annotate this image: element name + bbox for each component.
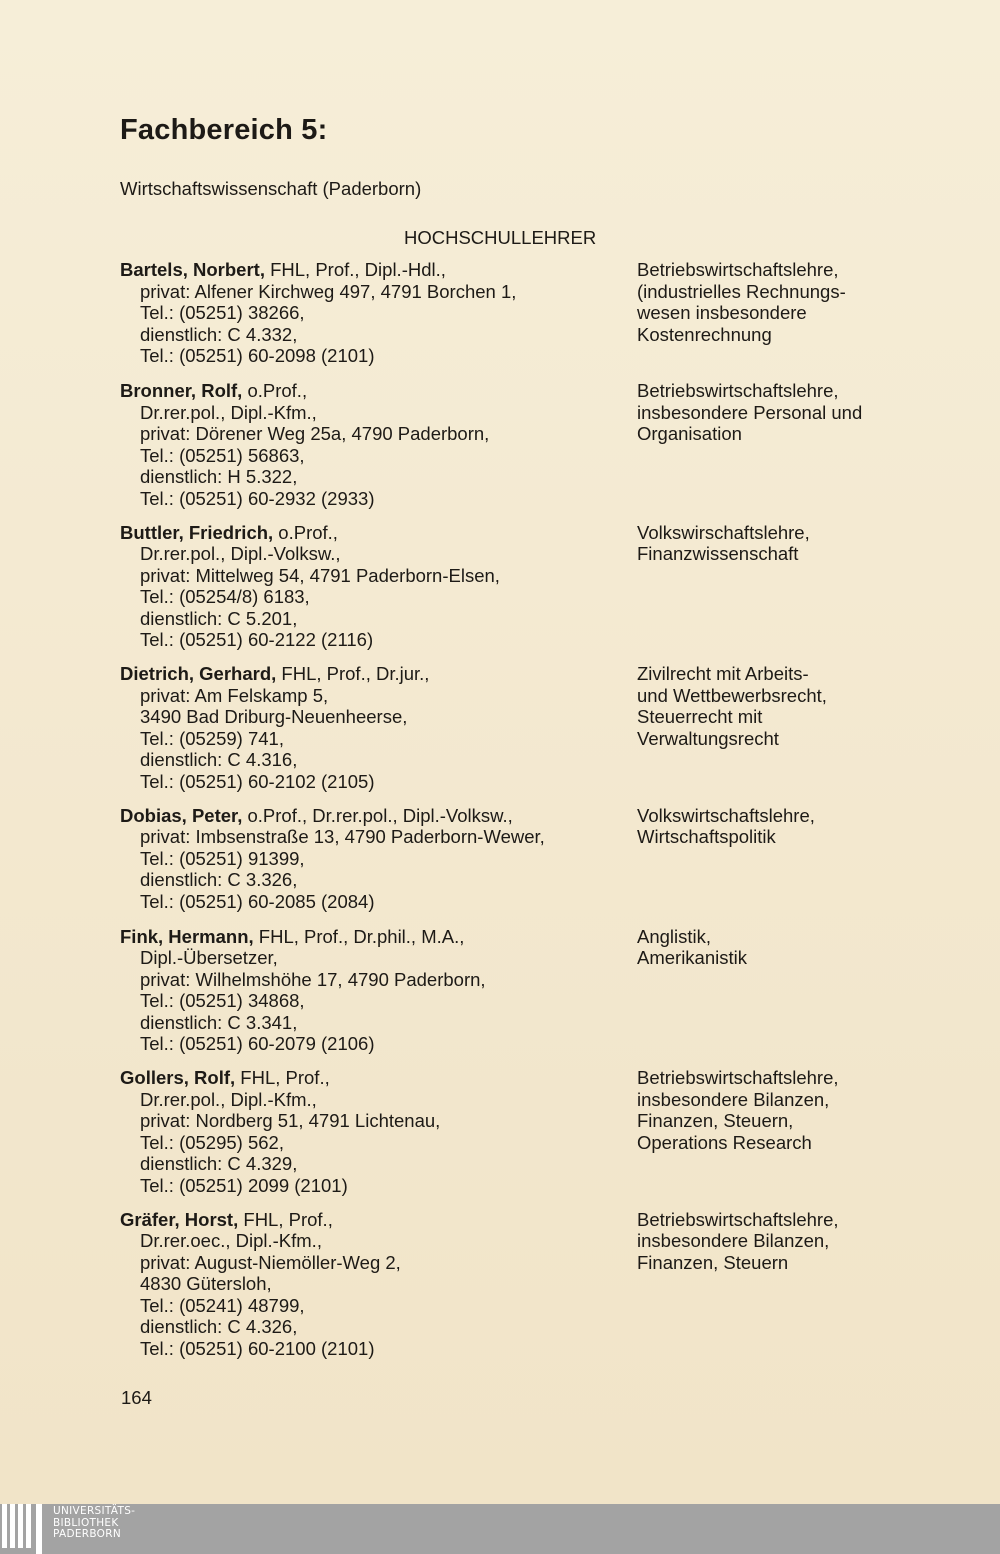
staff-detail-line: privat: Dörener Weg 25a, 4790 Paderborn,: [140, 423, 490, 445]
staff-first-line: [120, 805, 960, 827]
subject-line: Volkswirschaftslehre,: [637, 521, 810, 543]
subject-line: Betriebswirtschaftslehre,: [637, 259, 839, 280]
subject-line: Wirtschaftspolitik: [637, 826, 776, 848]
staff-details: [120, 663, 960, 793]
staff-first-line: [120, 663, 960, 685]
subject-line: Kostenrechnung: [637, 323, 772, 345]
library-logo-icon: [0, 1504, 50, 1554]
subject-line: insbesondere Bilanzen,: [637, 1230, 830, 1252]
staff-name: Gräfer, Horst,: [120, 1208, 239, 1230]
staff-name: Fink, Hermann,: [120, 925, 254, 947]
subject-line: Organisation: [637, 423, 742, 445]
section-heading: HOCHSCHULLEHRER: [404, 227, 597, 248]
staff-title: FHL, Prof., Dr.phil., M.A.,: [253, 925, 465, 947]
staff-entry: [120, 1208, 960, 1360]
staff-subject: [637, 926, 747, 969]
subject-line: Betriebswirtschaftslehre,: [637, 380, 839, 401]
subject-line: Steuerrecht mit: [637, 706, 763, 728]
staff-name: Bartels, Norbert,: [120, 259, 265, 280]
subject-line: Finanzen, Steuern,: [637, 1110, 794, 1132]
subject-line: (industrielles Rechnungs-: [637, 280, 846, 302]
staff-detail-line: Dr.rer.pol., Dipl.-Volksw.,: [140, 543, 341, 565]
staff-detail-line: dienstlich: C 4.332,: [140, 323, 298, 345]
staff-detail-line: 4830 Gütersloh,: [140, 1273, 272, 1295]
staff-first-line: [120, 926, 960, 948]
subject-line: Zivilrecht mit Arbeits-: [637, 663, 809, 684]
staff-subject: [637, 522, 810, 565]
subject-line: Verwaltungsrecht: [637, 727, 779, 749]
staff-name: Gollers, Rolf,: [120, 1067, 236, 1088]
page-title: Fachbereich 5:: [120, 114, 328, 146]
staff-detail-line: Tel.: (05251) 60-2085 (2084): [140, 890, 375, 912]
staff-name: Dietrich, Gerhard,: [120, 663, 277, 684]
staff-entry: [120, 805, 960, 926]
staff-entry: [120, 380, 960, 522]
staff-subject: [637, 1209, 839, 1274]
logo-line: BIBLIOTHEK: [53, 1516, 119, 1529]
staff-detail-line: Tel.: (05254/8) 6183,: [140, 586, 310, 608]
staff-detail-line: Tel.: (05251) 60-2098 (2101): [140, 345, 375, 367]
staff-detail-line: Tel.: (05251) 38266,: [140, 302, 305, 324]
staff-detail-line: dienstlich: C 5.201,: [140, 607, 298, 629]
staff-entry: [120, 1067, 960, 1209]
staff-title: FHL, Prof., Dr.jur.,: [276, 663, 430, 684]
staff-detail-line: privat: August-Niemöller-Weg 2,: [140, 1251, 401, 1273]
staff-subject: [637, 663, 827, 749]
staff-detail-line: Dipl.-Übersetzer,: [140, 947, 278, 969]
staff-detail-line: Tel.: (05251) 91399,: [140, 847, 305, 869]
staff-detail-line: Tel.: (05251) 2099 (2101): [140, 1174, 348, 1196]
staff-detail-line: Tel.: (05251) 60-2100 (2101): [140, 1338, 375, 1360]
staff-detail-line: Tel.: (05251) 56863,: [140, 444, 305, 466]
staff-detail-line: privat: Nordberg 51, 4791 Lichtenau,: [140, 1110, 441, 1132]
staff-detail-line: dienstlich: C 3.341,: [140, 1011, 298, 1033]
staff-detail-line: privat: Imbsenstraße 13, 4790 Paderborn-Wewer,: [140, 826, 545, 848]
staff-subject: [637, 380, 862, 445]
staff-title: o.Prof.,: [242, 380, 308, 401]
staff-name: Dobias, Peter,: [120, 804, 243, 826]
staff-detail-line: Tel.: (05251) 60-2102 (2105): [140, 770, 375, 792]
subject-line: Betriebswirtschaftslehre,: [637, 1067, 839, 1088]
staff-detail-line: Dr.rer.pol., Dipl.-Kfm.,: [140, 1088, 317, 1110]
staff-details: [120, 805, 960, 913]
staff-title: o.Prof.,: [273, 521, 338, 543]
staff-detail-line: privat: Wilhelmshöhe 17, 4790 Paderborn,: [140, 968, 486, 990]
staff-detail-line: privat: Alfener Kirchweg 497, 4791 Borchen 1,: [140, 280, 517, 302]
subject-line: Betriebswirtschaftslehre,: [637, 1208, 839, 1230]
staff-detail-line: Tel.: (05251) 34868,: [140, 990, 305, 1012]
logo-line: UNIVERSITÄTS-: [53, 1505, 136, 1517]
staff-subject: [637, 1067, 839, 1153]
staff-detail-line: Dr.rer.pol., Dipl.-Kfm.,: [140, 401, 317, 423]
staff-title: FHL, Prof.,: [238, 1208, 333, 1230]
staff-first-line: [120, 522, 960, 544]
staff-detail-line: privat: Mittelweg 54, 4791 Paderborn-Elsen,: [140, 564, 500, 586]
staff-entry: [120, 522, 960, 664]
library-logo-text: [53, 1506, 135, 1541]
staff-list: [120, 259, 960, 1360]
staff-details: [120, 926, 960, 1056]
staff-detail-line: Tel.: (05251) 60-2122 (2116): [140, 629, 374, 651]
subject-line: insbesondere Personal und: [637, 401, 863, 423]
subject-line: und Wettbewerbsrecht,: [637, 684, 827, 706]
staff-detail-line: dienstlich: H 5.322,: [140, 466, 298, 488]
staff-detail-line: dienstlich: C 4.316,: [140, 749, 298, 771]
staff-detail-line: Tel.: (05241) 48799,: [140, 1294, 305, 1316]
staff-title: FHL, Prof.,: [235, 1067, 330, 1088]
staff-name: Bronner, Rolf,: [120, 380, 243, 401]
library-footer-bar: [0, 1504, 1000, 1554]
staff-detail-line: Tel.: (05251) 60-2932 (2933): [140, 487, 375, 509]
logo-line: PADERBORN: [53, 1528, 121, 1540]
staff-detail-line: dienstlich: C 3.326,: [140, 869, 298, 891]
staff-detail-line: Tel.: (05259) 741,: [140, 727, 284, 749]
staff-detail-line: Tel.: (05251) 60-2079 (2106): [140, 1033, 375, 1055]
subject-line: Finanzen, Steuern: [637, 1251, 789, 1273]
staff-detail-line: dienstlich: C 4.329,: [140, 1153, 298, 1175]
staff-detail-line: 3490 Bad Driburg-Neuenheerse,: [140, 706, 408, 728]
staff-detail-line: Tel.: (05295) 562,: [140, 1131, 284, 1153]
staff-details: [120, 522, 960, 652]
subject-line: Finanzwissenschaft: [637, 543, 799, 565]
staff-entry: [120, 926, 960, 1068]
staff-title: FHL, Prof., Dipl.-Hdl.,: [264, 259, 446, 280]
staff-detail-line: privat: Am Felskamp 5,: [140, 684, 329, 706]
subject-line: Volkswirtschaftslehre,: [637, 804, 815, 826]
subject-line: wesen insbesondere: [637, 302, 807, 324]
staff-title: o.Prof., Dr.rer.pol., Dipl.-Volksw.,: [242, 804, 513, 826]
staff-name: Buttler, Friedrich,: [120, 521, 274, 543]
subject-line: Amerikanistik: [637, 947, 747, 969]
department-subtitle: Wirtschaftswissenschaft (Paderborn): [120, 178, 422, 199]
staff-subject: [637, 805, 815, 848]
subject-line: Anglistik,: [637, 925, 712, 947]
subject-line: Operations Research: [637, 1131, 812, 1153]
staff-detail-line: Dr.rer.oec., Dipl.-Kfm.,: [140, 1230, 322, 1252]
staff-detail-line: dienstlich: C 4.326,: [140, 1316, 298, 1338]
page-number: 164: [121, 1387, 152, 1408]
staff-entry: [120, 259, 960, 380]
staff-subject: [637, 259, 846, 345]
staff-entry: [120, 663, 960, 805]
subject-line: insbesondere Bilanzen,: [637, 1088, 830, 1110]
